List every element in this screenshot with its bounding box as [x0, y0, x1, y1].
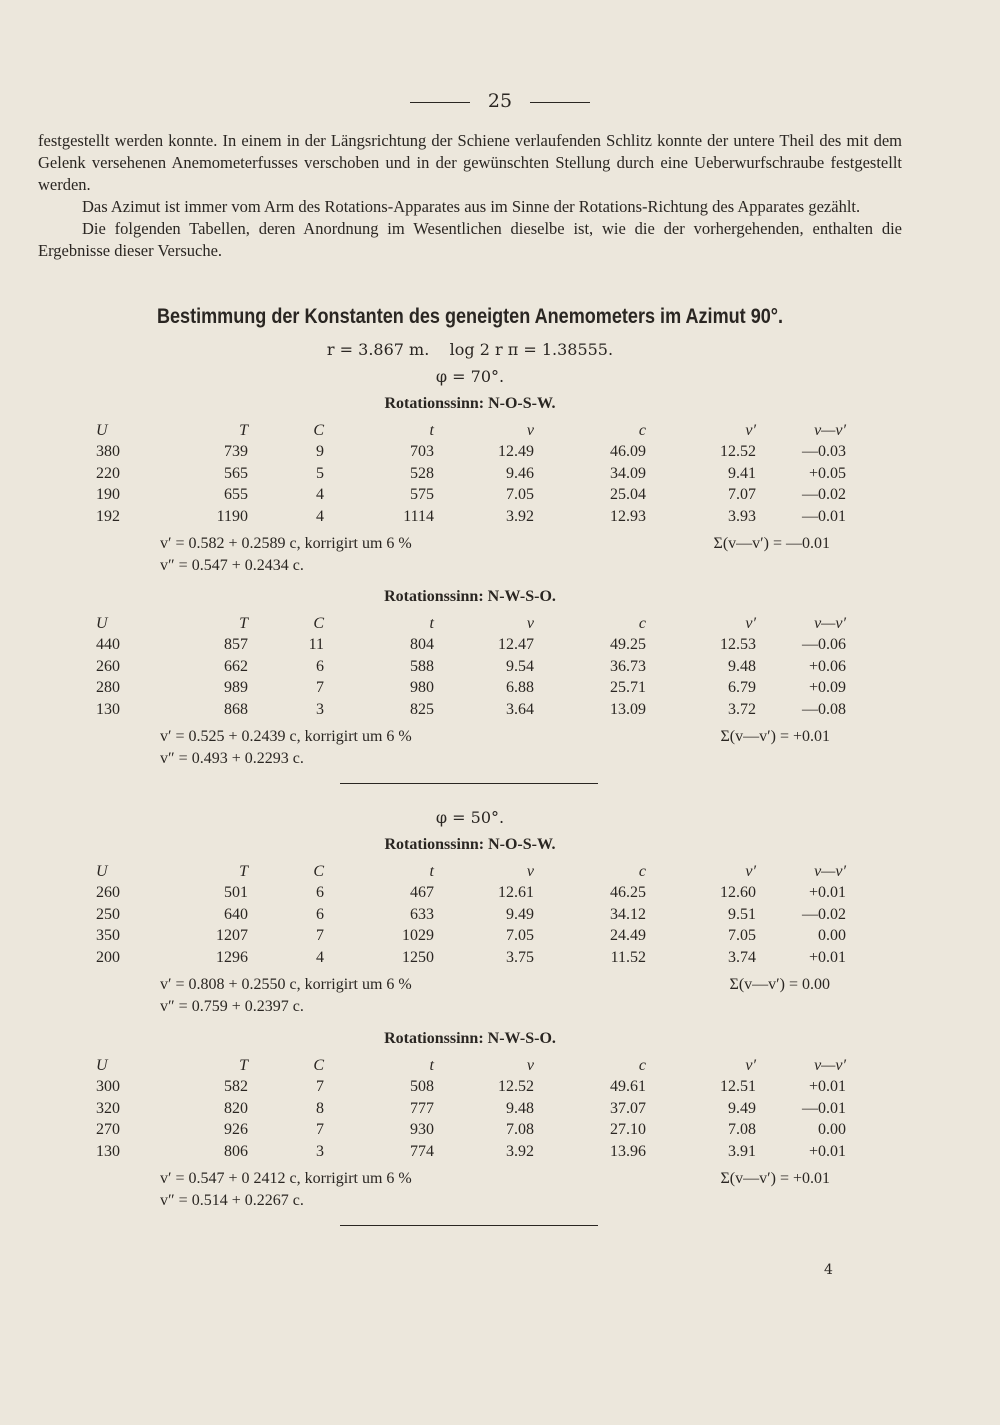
col-c: c [638, 1056, 646, 1074]
cell: 7.07 [728, 486, 756, 504]
cell: 34.09 [610, 464, 646, 482]
cell: +0.01 [808, 948, 846, 966]
cell: 633 [410, 905, 434, 923]
equation-2a [160, 728, 830, 750]
cell: 12.52 [720, 443, 756, 461]
page-number: 25 [487, 90, 513, 112]
intro-paragraph-2: Das Azimut ist immer vom Arm des Rotations-Apparates aus im Sinne der Rotations-Richtung des Apparates gezählt. [82, 197, 861, 216]
table-row [96, 926, 846, 948]
cell: 739 [224, 443, 248, 461]
cell: 11 [308, 636, 324, 654]
cell: 190 [96, 486, 120, 504]
cell: 1190 [216, 507, 248, 525]
equation-2b: v″ = 0.493 + 0.2293 c. [160, 750, 304, 767]
cell: 12.93 [610, 507, 646, 525]
equation-1b: v″ = 0.547 + 0.2434 c. [160, 557, 304, 574]
cell: 192 [96, 507, 120, 525]
cell: +0.06 [808, 657, 846, 675]
cell: —0.01 [802, 1099, 846, 1117]
cell: 46.25 [610, 884, 646, 902]
cell: 6 [316, 884, 324, 902]
cell: 3.75 [506, 948, 534, 966]
cell: 12.61 [498, 884, 534, 902]
cell: 5 [316, 464, 324, 482]
cell: 12.60 [720, 884, 756, 902]
cell: 3.92 [506, 1142, 534, 1160]
table-row [96, 678, 846, 700]
cell: 820 [224, 1099, 248, 1117]
col-t: t [429, 862, 434, 880]
cell: 440 [96, 636, 120, 654]
equation-text: v′ = 0.582 + 0.2589 c, korrigirt um 6 % [160, 535, 412, 552]
cell: 9.54 [506, 657, 534, 675]
cell: 528 [410, 464, 434, 482]
sum-2: Σ(v—v′) = +0.01 [720, 728, 830, 745]
equation-3b: v″ = 0.759 + 0.2397 c. [160, 998, 304, 1015]
col-t: t [429, 1056, 434, 1074]
sum-4: Σ(v—v′) = +0.01 [720, 1170, 830, 1187]
separator-rule-2 [340, 1225, 598, 1226]
cell: 12.52 [498, 1078, 534, 1096]
equation-4b: v″ = 0.514 + 0.2267 c. [160, 1192, 304, 1209]
data-table-4 [96, 1055, 846, 1163]
col-v-prime: v′ [745, 421, 756, 439]
cell: —0.06 [802, 636, 846, 654]
equation-3a [160, 976, 830, 998]
equation-text: v′ = 0.525 + 0.2439 c, korrigirt um 6 % [160, 728, 412, 745]
table-row [96, 485, 846, 507]
cell: 220 [96, 464, 120, 482]
table-row [96, 442, 846, 464]
col-v-diff: v—v′ [814, 614, 846, 632]
table-row [96, 1077, 846, 1099]
dash-right [530, 102, 590, 103]
cell: 280 [96, 679, 120, 697]
cell: 9.41 [728, 464, 756, 482]
col-v: v [526, 862, 534, 880]
cell: 36.73 [610, 657, 646, 675]
cell: 270 [96, 1121, 120, 1139]
col-v: v [526, 1056, 534, 1074]
cell: 37.07 [610, 1099, 646, 1117]
table-row [96, 656, 846, 678]
cell: 11.52 [610, 948, 646, 966]
cell: 130 [96, 700, 120, 718]
cell: 467 [410, 884, 434, 902]
col-c-upper: C [313, 614, 324, 632]
cell: 1250 [402, 948, 434, 966]
cell: 7.05 [728, 927, 756, 945]
rotation-heading-4: Rotationssinn: N-W-S-O. [384, 1030, 556, 1047]
cell: 7 [316, 679, 324, 697]
cell: 857 [224, 636, 248, 654]
equation-text: v′ = 0.547 + 0 2412 c, korrigirt um 6 % [160, 1170, 412, 1187]
col-t-upper: T [239, 421, 248, 439]
cell: 3.91 [728, 1142, 756, 1160]
cell: 501 [224, 884, 248, 902]
log-constant: log 2 r π = 1.38555. [449, 340, 614, 359]
cell: 9.48 [728, 657, 756, 675]
cell: 260 [96, 884, 120, 902]
col-c-upper: C [313, 421, 324, 439]
data-table-3 [96, 861, 846, 969]
cell: 868 [224, 700, 248, 718]
cell: 3 [316, 700, 324, 718]
cell: 508 [410, 1078, 434, 1096]
cell: 0.00 [818, 1121, 846, 1139]
sum-1: Σ(v—v′) = —0.01 [713, 535, 830, 552]
cell: 12.49 [498, 443, 534, 461]
cell: 1296 [216, 948, 248, 966]
cell: 930 [410, 1121, 434, 1139]
table-row [96, 699, 846, 721]
cell: 13.96 [610, 1142, 646, 1160]
col-c-upper: C [313, 862, 324, 880]
cell: —0.03 [802, 443, 846, 461]
cell: 49.25 [610, 636, 646, 654]
col-t-upper: T [239, 614, 248, 632]
cell: 989 [224, 679, 248, 697]
cell: 6.88 [506, 679, 534, 697]
phi-50: φ = 50°. [435, 808, 505, 827]
col-c: c [638, 421, 646, 439]
col-t: t [429, 421, 434, 439]
section-title: Bestimmung der Konstanten des geneigten Anemometers im Azimut 90°. [156, 305, 784, 328]
cell: 9.49 [728, 1099, 756, 1117]
table-row [96, 904, 846, 926]
cell: 46.09 [610, 443, 646, 461]
cell: 200 [96, 948, 120, 966]
cell: +0.01 [808, 884, 846, 902]
col-u: U [96, 1056, 108, 1074]
col-u: U [96, 862, 108, 880]
col-v: v [526, 614, 534, 632]
cell: +0.05 [808, 464, 846, 482]
col-v-prime: v′ [745, 862, 756, 880]
cell: 806 [224, 1142, 248, 1160]
cell: 13.09 [610, 700, 646, 718]
cell: 12.47 [498, 636, 534, 654]
cell: 27.10 [610, 1121, 646, 1139]
cell: 3.72 [728, 700, 756, 718]
cell: 777 [410, 1099, 434, 1117]
cell: 130 [96, 1142, 120, 1160]
cell: 9.51 [728, 905, 756, 923]
cell: +0.01 [808, 1142, 846, 1160]
cell: 250 [96, 905, 120, 923]
header-row [96, 861, 846, 883]
cell: 926 [224, 1121, 248, 1139]
col-t-upper: T [239, 1056, 248, 1074]
col-u: U [96, 421, 108, 439]
cell: 9.49 [506, 905, 534, 923]
cell: 4 [316, 507, 324, 525]
cell: 804 [410, 636, 434, 654]
cell: 980 [410, 679, 434, 697]
cell: 34.12 [610, 905, 646, 923]
intro-paragraph-3: Die folgenden Tabellen, deren Anordnung im Wesentlichen dieselbe ist, wie die der vorhergehenden, enthalten die Ergebnisse dieser Versuche. [38, 219, 902, 260]
data-table-2 [96, 613, 846, 721]
cell: 7 [316, 927, 324, 945]
col-c: c [638, 862, 646, 880]
col-t-upper: T [239, 862, 248, 880]
cell: 12.53 [720, 636, 756, 654]
cell: 774 [410, 1142, 434, 1160]
cell: 260 [96, 657, 120, 675]
cell: 4 [316, 486, 324, 504]
rotation-heading-3: Rotationssinn: N-O-S-W. [384, 836, 556, 853]
cell: 4 [316, 948, 324, 966]
cell: 24.49 [610, 927, 646, 945]
col-v-diff: v—v′ [814, 862, 846, 880]
col-v-diff: v—v′ [814, 421, 846, 439]
col-c-upper: C [313, 1056, 324, 1074]
table-row [96, 1120, 846, 1142]
header-row [96, 1055, 846, 1077]
cell: 7 [316, 1078, 324, 1096]
intro-paragraph-1: festgestellt werden konnte. In einem in der Längsrichtung der Schiene verlaufenden Schlitz konnte der untere Theil des mit dem Gelenk versehenen Anemometerfusses verschoben und in der gewünschten Stellung durch eine Ueberwurfschraube festgestellt werden. [38, 131, 902, 194]
rotation-heading-2: Rotationssinn: N-W-S-O. [384, 588, 556, 605]
cell: 380 [96, 443, 120, 461]
cell: 3.92 [506, 507, 534, 525]
col-t: t [429, 614, 434, 632]
col-v-prime: v′ [745, 1056, 756, 1074]
cell: 588 [410, 657, 434, 675]
constants-line [0, 340, 940, 359]
header-row [96, 613, 846, 635]
equation-4a [160, 1170, 830, 1192]
table-row [96, 463, 846, 485]
cell: 6.79 [728, 679, 756, 697]
cell: 825 [410, 700, 434, 718]
table-row [96, 883, 846, 905]
cell: 8 [316, 1099, 324, 1117]
cell: 7.05 [506, 486, 534, 504]
cell: 640 [224, 905, 248, 923]
radius-constant: r = 3.867 m. [326, 340, 430, 359]
cell: 3.74 [728, 948, 756, 966]
col-v-diff: v—v′ [814, 1056, 846, 1074]
cell: —0.02 [802, 486, 846, 504]
cell: 6 [316, 905, 324, 923]
cell: 7.05 [506, 927, 534, 945]
cell: +0.01 [808, 1078, 846, 1096]
equation-text: v′ = 0.808 + 0.2550 c, korrigirt um 6 % [160, 976, 412, 993]
data-table-1 [96, 420, 846, 528]
cell: 49.61 [610, 1078, 646, 1096]
cell: 655 [224, 486, 248, 504]
cell: 565 [224, 464, 248, 482]
table-row [96, 1098, 846, 1120]
cell: 1207 [216, 927, 248, 945]
cell: 7 [316, 1121, 324, 1139]
cell: —0.08 [802, 700, 846, 718]
signature-number: 4 [824, 1262, 833, 1278]
cell: 9.48 [506, 1099, 534, 1117]
col-v-prime: v′ [745, 614, 756, 632]
separator-rule-1 [340, 783, 598, 784]
cell: 320 [96, 1099, 120, 1117]
table-row [96, 947, 846, 969]
cell: 582 [224, 1078, 248, 1096]
cell: 703 [410, 443, 434, 461]
cell: 350 [96, 927, 120, 945]
dash-left [410, 102, 470, 103]
cell: 6 [316, 657, 324, 675]
table-row [96, 1141, 846, 1163]
cell: 12.51 [720, 1078, 756, 1096]
header-row [96, 420, 846, 442]
cell: +0.09 [808, 679, 846, 697]
cell: 25.04 [610, 486, 646, 504]
cell: 7.08 [728, 1121, 756, 1139]
cell: 300 [96, 1078, 120, 1096]
cell: 575 [410, 486, 434, 504]
col-c: c [638, 614, 646, 632]
phi-70: φ = 70°. [435, 367, 505, 386]
cell: 0.00 [818, 927, 846, 945]
cell: 7.08 [506, 1121, 534, 1139]
cell: —0.02 [802, 905, 846, 923]
col-u: U [96, 614, 108, 632]
cell: 3 [316, 1142, 324, 1160]
equation-1a [160, 535, 830, 557]
cell: 1114 [403, 507, 434, 525]
cell: 25.71 [610, 679, 646, 697]
page-number-line [0, 90, 1000, 112]
cell: —0.01 [802, 507, 846, 525]
cell: 662 [224, 657, 248, 675]
table-row [96, 635, 846, 657]
cell: 3.64 [506, 700, 534, 718]
sum-3: Σ(v—v′) = 0.00 [729, 976, 830, 993]
cell: 1029 [402, 927, 434, 945]
rotation-heading-1: Rotationssinn: N-O-S-W. [384, 395, 556, 412]
cell: 9.46 [506, 464, 534, 482]
table-row [96, 506, 846, 528]
cell: 3.93 [728, 507, 756, 525]
cell: 9 [316, 443, 324, 461]
col-v: v [526, 421, 534, 439]
intro-text [38, 130, 902, 262]
